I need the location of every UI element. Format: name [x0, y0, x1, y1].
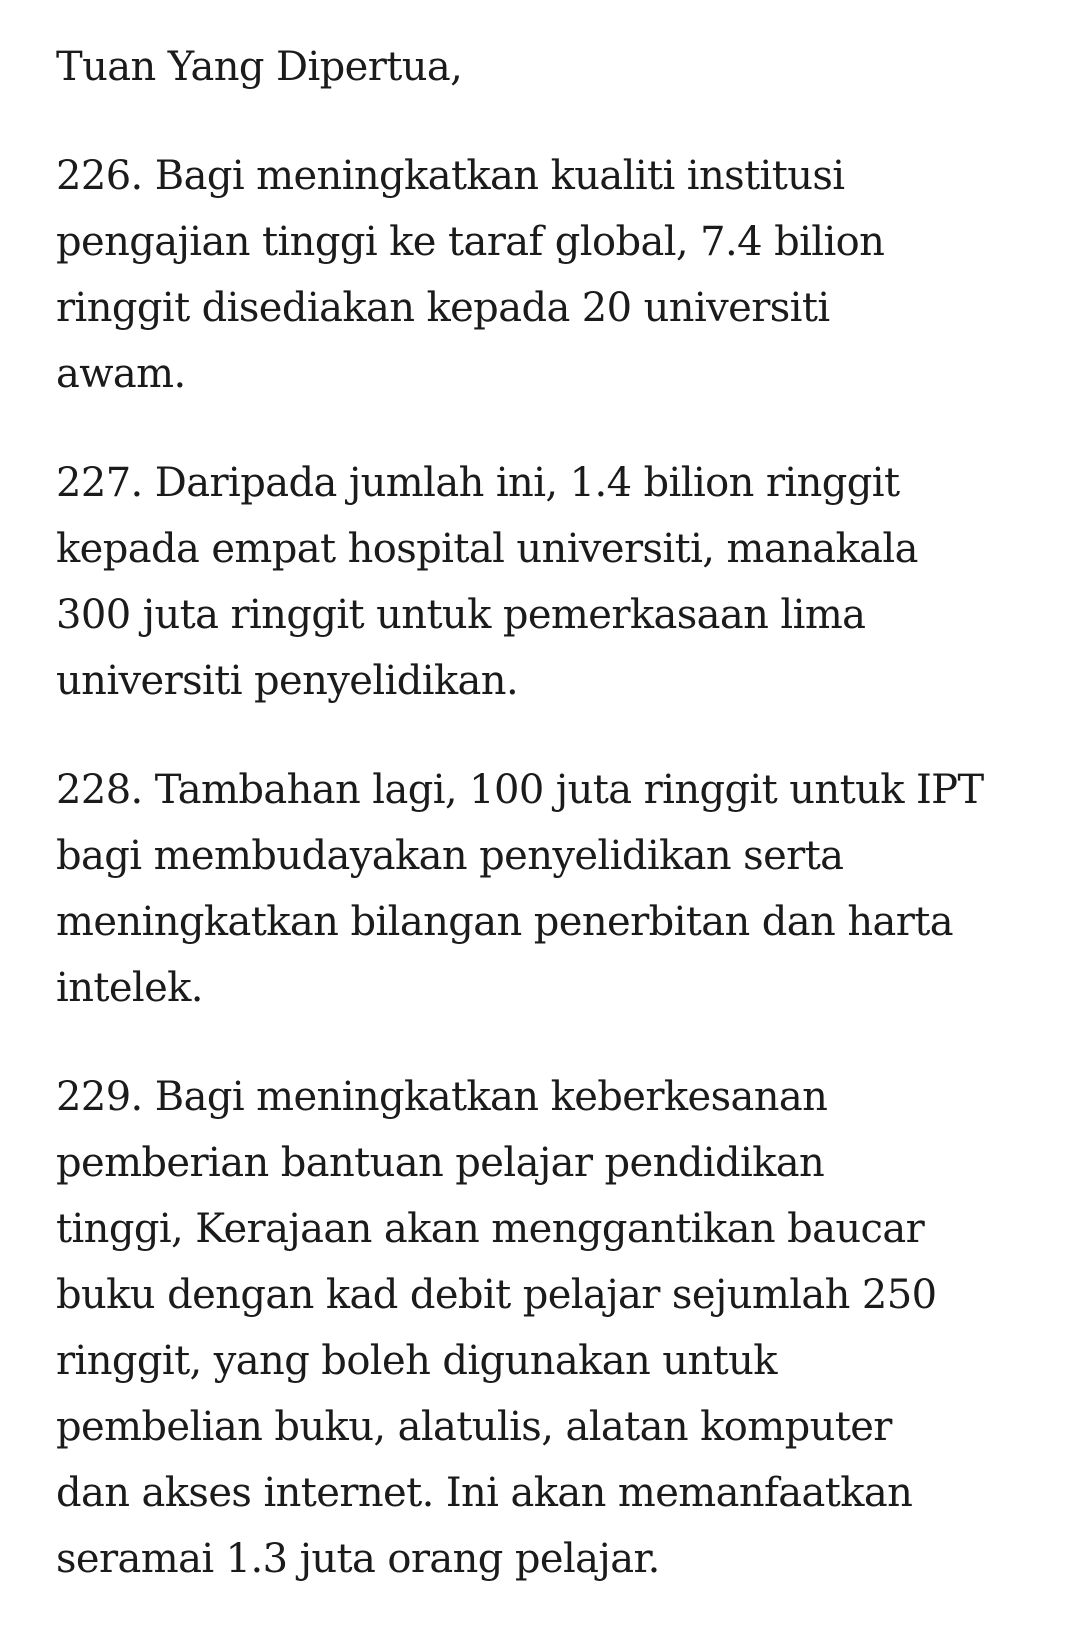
salutation: Tuan Yang Dipertua,: [56, 44, 463, 90]
paragraph-227: 227. Daripada jumlah ini, 1.4 bilion ringgit kepada empat hospital universiti, manakala 300 juta ringgit untuk pemerkasaan lima universiti penyelidikan.: [56, 460, 918, 704]
paragraph-229: 229. Bagi meningkatkan keberkesanan pemberian bantuan pelajar pendidikan tinggi, Kerajaan akan menggantikan baucar buku dengan kad debit pelajar sejumlah 250 ringgit, yang boleh digunakan untuk pembelian buku, alatulis, alatan komputer dan akses internet. Ini akan memanfaatkan seramai 1.3 juta orang pelajar.: [56, 1074, 937, 1582]
paragraph-228: 228. Tambahan lagi, 100 juta ringgit untuk IPT bagi membudayakan penyelidikan serta meningkatkan bilangan penerbitan dan harta intelek.: [56, 767, 984, 1011]
paragraph-226: 226. Bagi meningkatkan kualiti institusi pengajian tinggi ke taraf global, 7.4 bilion ringgit disediakan kepada 20 universiti awam.: [56, 153, 885, 397]
article-body: [56, 0, 1046, 1592]
